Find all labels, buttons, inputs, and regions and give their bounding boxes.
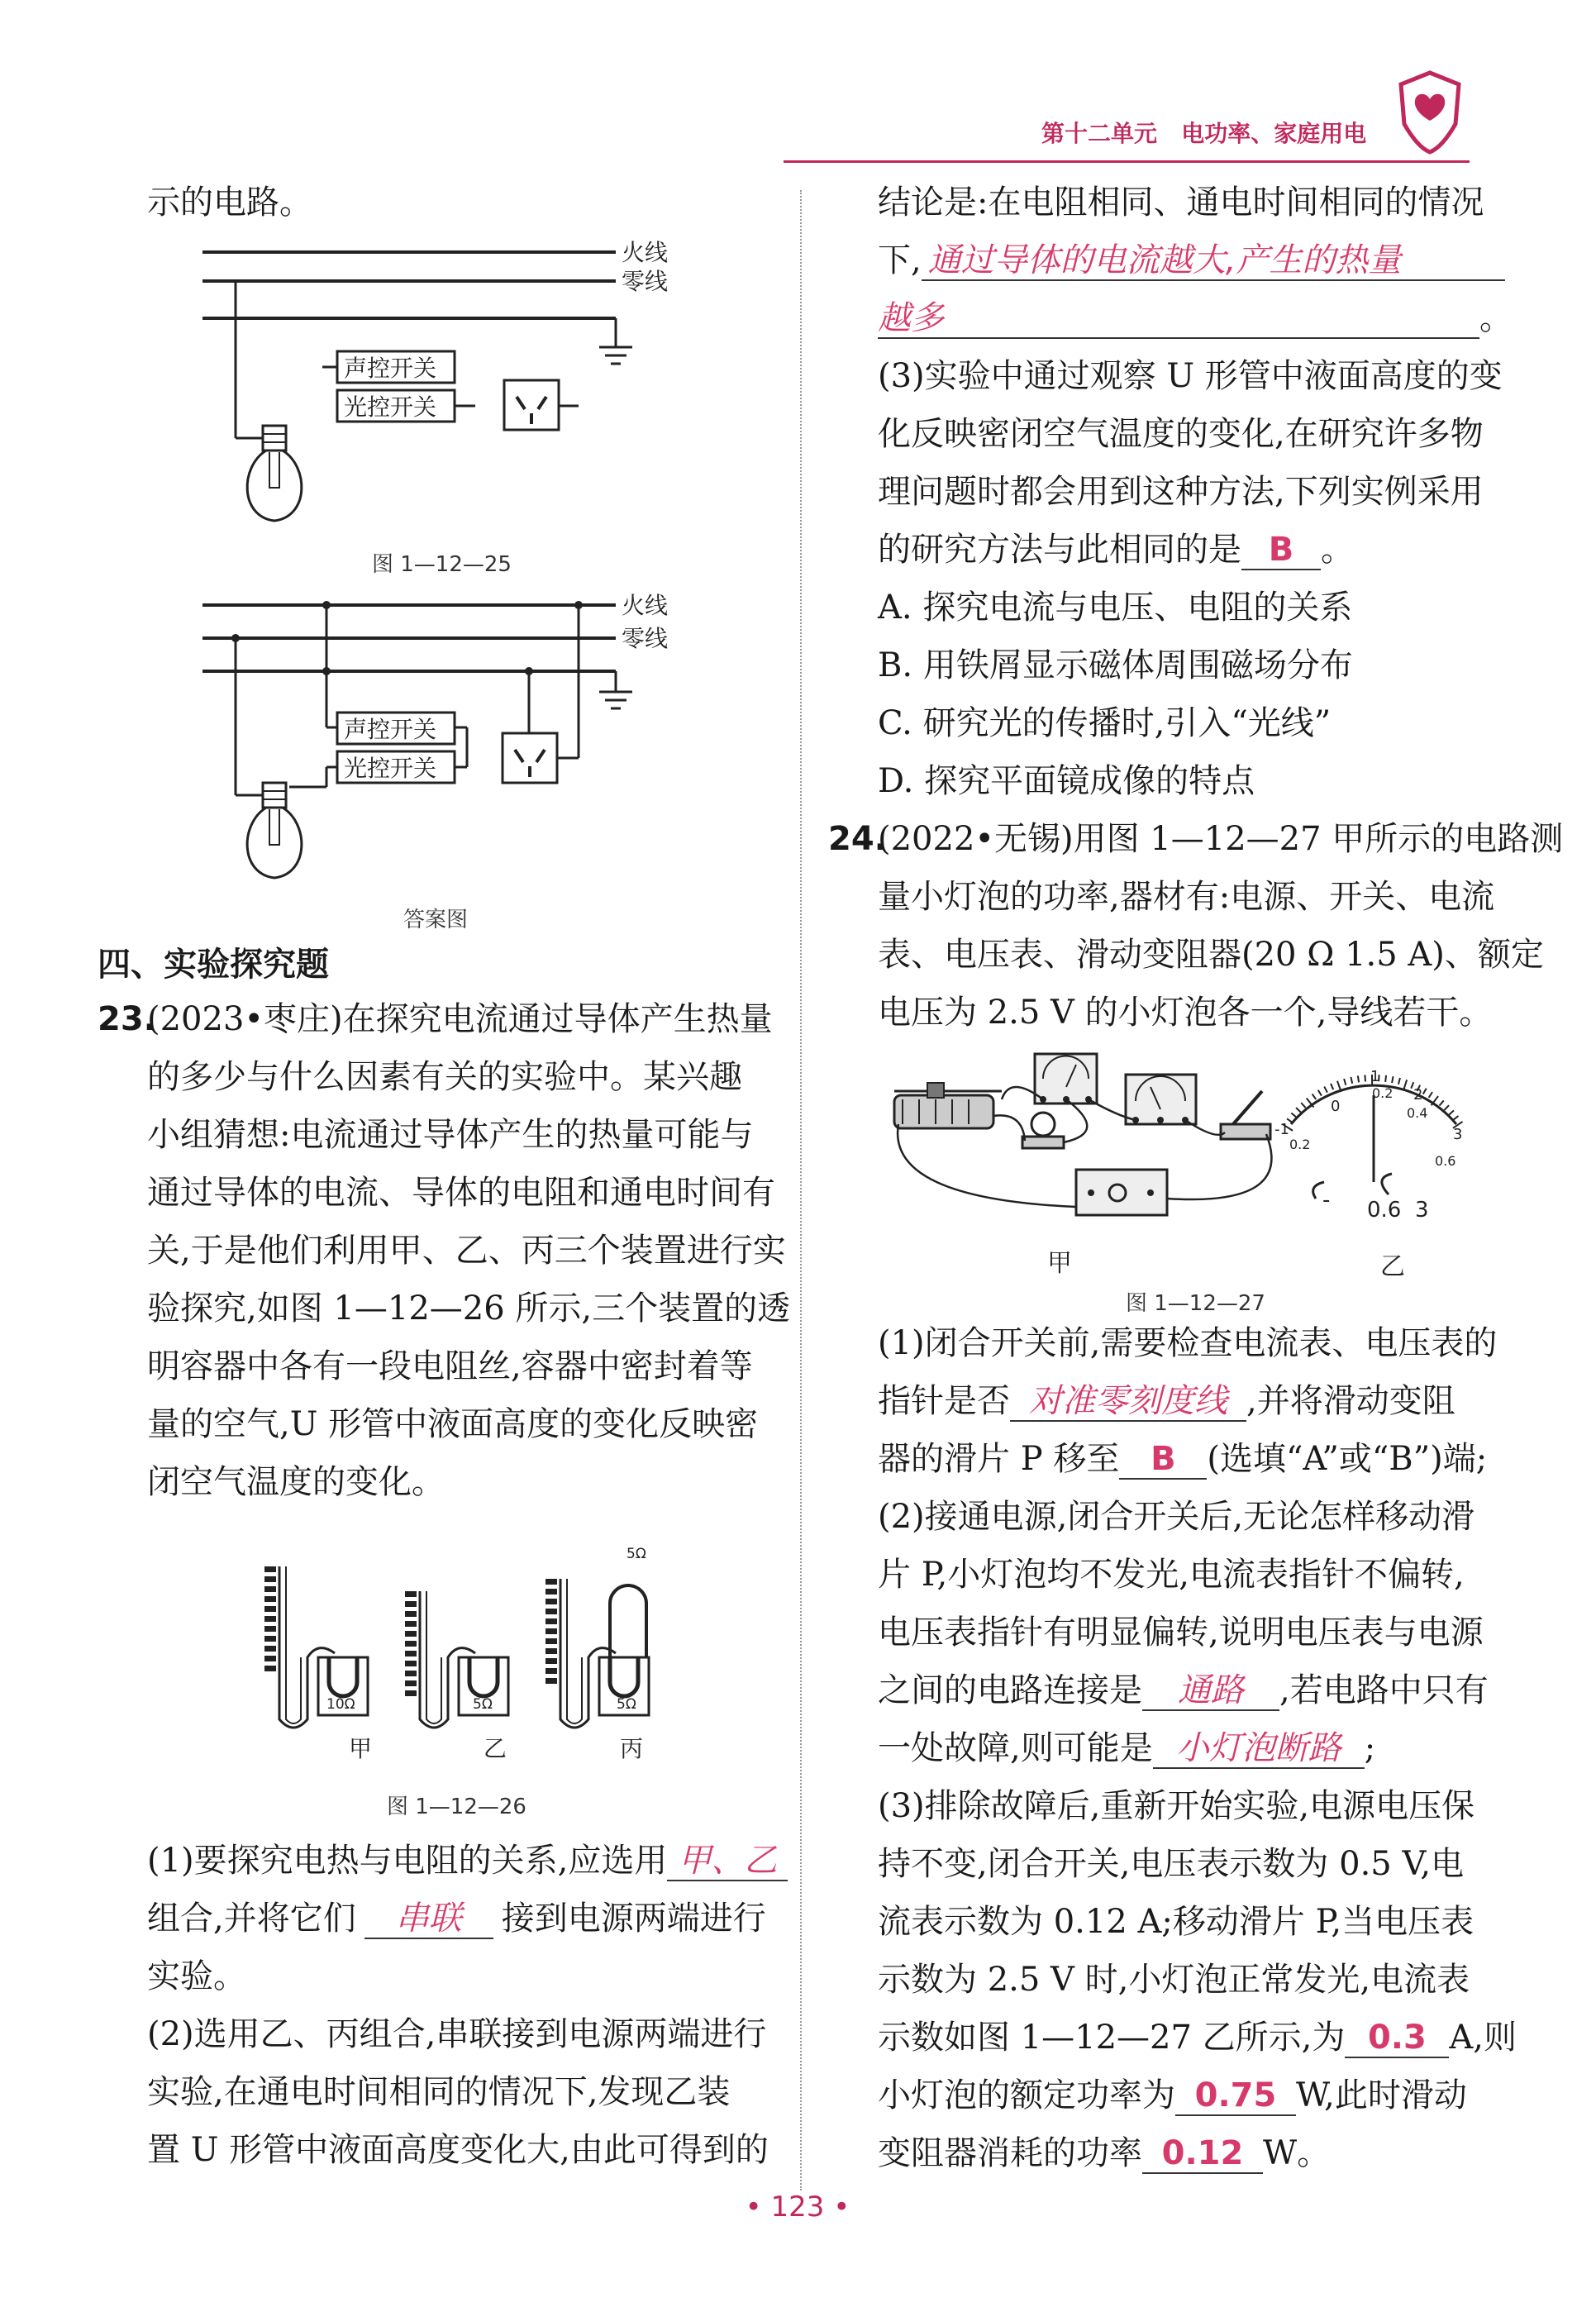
q23-p2-line-2: 实验,在通电时间相同的情况下,发现乙装	[147, 2073, 731, 2111]
answer-blank-10: 0.12	[1142, 2134, 1263, 2174]
answer-blank-6: 通路	[1142, 1671, 1279, 1711]
q24-p3-line-3: 流表示数为 0.12 A;移动滑片 P,当电压表	[878, 1903, 1475, 1941]
figure-1-12-26	[256, 1533, 686, 1773]
answer-blank-7: 小灯泡断路	[1153, 1729, 1365, 1769]
rheostat-icon	[894, 1083, 1002, 1128]
q24-p3-text: W。	[1263, 2134, 1331, 2172]
section-heading: 四、实验探究题	[98, 946, 329, 984]
q24-p2-text: 之间的电路连接是	[878, 1671, 1142, 1709]
answer-blank-9: 0.75	[1175, 2076, 1296, 2116]
dial-tick	[1331, 1084, 1333, 1089]
q23-part1-line3: 实验。	[147, 1957, 246, 1995]
dial-major-3: 3	[1453, 1126, 1463, 1143]
q24-part2-line5	[878, 1726, 1375, 1771]
q24-part3-line7	[878, 2131, 1330, 2176]
q24-stem-line-1: (2022•无锡)用图 1—12—27 甲所示的电路测	[878, 820, 1564, 858]
q24-p2-line-3: 电压表指针有明显偏转,说明电压表与电源	[878, 1614, 1484, 1652]
q23-cont-text: 。	[1479, 299, 1513, 337]
terminal-3: 3	[1415, 1198, 1429, 1223]
q23-stem-line-4: 通过导体的电流、导体的电阻和通电时间有	[147, 1174, 775, 1212]
page-number: • 123 •	[745, 2190, 850, 2224]
q23-number: 23.	[98, 1000, 156, 1038]
q23-part1-line2	[147, 1896, 766, 1941]
q24-p3-line-2: 持不变,闭合开关,电压表示数为 0.5 V,电	[878, 1845, 1465, 1883]
q24-part1-line3	[878, 1437, 1487, 1481]
q24-part2-line4	[878, 1668, 1489, 1713]
q23-p3-text: 。	[1321, 531, 1354, 569]
light-switch-label: 光控开关	[344, 755, 437, 782]
column-divider	[800, 190, 802, 2190]
dial-tick	[1385, 1075, 1386, 1082]
figure-25-caption: 图 1—12—25	[372, 552, 512, 577]
q24-p3-text: W,此时滑动	[1296, 2076, 1467, 2114]
q23-p3-line-3: 理问题时都会用到这种方法,下列实例采用	[878, 473, 1484, 511]
q24-p1-text: (选填“A”或“B”)端;	[1207, 1440, 1488, 1478]
q24-part1-line2	[878, 1379, 1455, 1423]
q23-option-1: A. 探究电流与电压、电阻的关系	[878, 589, 1353, 627]
answer-blank-5: B	[1119, 1440, 1207, 1480]
q23-stem-line-3: 小组猜想:电流通过导体产生的热量可能与	[147, 1116, 754, 1154]
dial-tick	[1429, 1092, 1432, 1098]
resistor-top: 5Ω	[626, 1546, 646, 1562]
sound-switch-label: 声控开关	[344, 716, 437, 743]
q23-p2-line-3: 置 U 形管中液面高度变化大,由此可得到的	[147, 2131, 769, 2169]
dial-tick	[1313, 1094, 1317, 1099]
light-switch-label: 光控开关	[344, 393, 437, 421]
figure-1-12-25	[190, 236, 686, 541]
q24-p1-text: 器的滑片 P 移至	[878, 1440, 1120, 1478]
q23-p2-line-1: (2)选用乙、丙组合,串联接到电源两端进行	[147, 2015, 767, 2053]
q23-p3-text: 的研究方法与此相同的是	[878, 531, 1241, 569]
q24-part1-line1: (1)闭合开关前,需要检查电流表、电压表的	[878, 1324, 1498, 1362]
q24-part3-line6	[878, 2073, 1467, 2118]
q24-number: 24.	[828, 820, 887, 858]
answer-blank-1: 甲、乙	[667, 1842, 788, 1881]
q24-part3-line5	[878, 2015, 1517, 2060]
q24-p2-line-2: 片 P,小灯泡均不发光,电流表指针不偏转,	[878, 1556, 1465, 1594]
page-header	[1041, 116, 1366, 149]
intro-text: 示的电路。	[147, 184, 312, 222]
q24-p3-text: 小灯泡的额定功率为	[878, 2076, 1175, 2114]
label-yi: 乙	[484, 1735, 507, 1762]
dial-tick	[1449, 1110, 1454, 1114]
live-wire-label: 火线	[622, 239, 669, 266]
neutral-wire-label: 零线	[622, 625, 669, 652]
q24-p3-text: 变阻器消耗的功率	[878, 2134, 1142, 2172]
q23-stem-line-6: 验探究,如图 1—12—26 所示,三个装置的透	[147, 1289, 791, 1328]
terminal-0.6: 0.6	[1367, 1198, 1402, 1223]
dial-tick	[1324, 1087, 1327, 1093]
answer-blank-conclusion-a: 通过导体的电流越大,产生的热量	[922, 241, 1505, 281]
parallel-resistor-loop	[610, 1585, 646, 1657]
q23-part3-last	[878, 527, 1354, 572]
q23-p1-text: (1)要探究电热与电阻的关系,应选用	[147, 1842, 668, 1880]
voltmeter-icon	[1126, 1075, 1196, 1124]
q23-p1-text: 接到电源两端进行	[501, 1900, 766, 1938]
answer-figure-caption: 答案图	[403, 908, 469, 932]
q23-stem-line-5: 关,于是他们利用甲、乙、丙三个装置进行实	[147, 1232, 786, 1270]
dial-tick	[1423, 1089, 1427, 1094]
page-number-value: 123	[770, 2190, 825, 2224]
q23-stem-line-9: 闭空气温度的变化。	[147, 1463, 445, 1501]
dial-tick	[1392, 1076, 1393, 1083]
q23-cont-line3	[878, 296, 1513, 341]
q23-cont-line2	[878, 238, 1505, 283]
dial-minor-0.2: 0.2	[1372, 1085, 1394, 1101]
label-jia: 甲	[349, 1735, 373, 1762]
q23-part1-line1	[147, 1838, 788, 1883]
answer-blank-3: B	[1241, 531, 1321, 570]
switch-icon	[1221, 1091, 1270, 1139]
answer-blank-8: 0.3	[1345, 2019, 1449, 2058]
bulb-icon	[247, 426, 302, 521]
power-supply-icon	[1076, 1170, 1167, 1215]
figure-26-caption: 图 1—12—26	[387, 1795, 526, 1819]
q23-stem-line-8: 量的空气,U 形管中液面高度的变化反映密	[147, 1405, 759, 1443]
q24-p3-text: A,则	[1449, 2019, 1517, 2057]
header-unit: 第十二单元	[1041, 120, 1158, 147]
dial-neg-minor: 0.2	[1289, 1137, 1311, 1152]
q24-stem-line-3: 表、电压表、滑动变阻器(20 Ω 1.5 A)、额定	[878, 936, 1544, 974]
answer-blank-4: 对准零刻度线	[1010, 1382, 1246, 1422]
q24-p1-text: 指针是否	[878, 1382, 1010, 1420]
q24-p1-text: ,并将滑动变阻	[1246, 1382, 1455, 1420]
figure-27-caption: 图 1—12—27	[1126, 1291, 1265, 1316]
dial-tick	[1398, 1078, 1400, 1084]
bulb-icon	[247, 783, 302, 878]
figure-1-12-27	[878, 1042, 1481, 1298]
q24-p2-text: ;	[1364, 1729, 1376, 1767]
q23-stem-line-1: (2023•枣庄)在探究电流通过导体产生热量	[147, 1000, 773, 1038]
dial-major-2: 2	[1413, 1086, 1423, 1104]
label-yi: 乙	[1380, 1252, 1405, 1281]
dial-tick	[1296, 1108, 1301, 1113]
q23-p3-line-2: 化反映密闭空气温度的变化,在研究许多物	[878, 415, 1484, 453]
q24-p3-text: 示数如图 1—12—27 乙所示,为	[878, 2019, 1346, 2057]
header-title: 电功率、家庭用电	[1181, 120, 1367, 147]
dial-major-0: 0	[1331, 1098, 1341, 1115]
q23-p3-line-1: (3)实验中通过观察 U 形管中液面高度的变	[878, 357, 1503, 395]
live-wire-label: 火线	[622, 592, 669, 619]
answer-blank-conclusion-b: 越多	[878, 299, 1479, 339]
dial-minor-0.4: 0.4	[1407, 1105, 1428, 1121]
q23-cont-line1: 结论是:在电阻相同、通电时间相同的情况	[878, 184, 1484, 222]
dial-tick	[1351, 1077, 1352, 1084]
resistor-jia: 10Ω	[326, 1696, 355, 1713]
dial-minor-0.6: 0.6	[1435, 1153, 1456, 1169]
ammeter-icon	[1035, 1054, 1097, 1104]
q23-cont-text: 下,	[878, 241, 922, 279]
q24-stem-line-4: 电压为 2.5 V 的小灯泡各一个,导线若干。	[878, 994, 1493, 1032]
resistor-yi: 5Ω	[473, 1696, 493, 1713]
q23-option-4: D. 探究平面镜成像的特点	[878, 762, 1255, 800]
dial-tick	[1440, 1100, 1444, 1105]
publisher-logo	[1393, 66, 1467, 157]
answer-figure	[190, 589, 686, 894]
dial-tick	[1301, 1103, 1305, 1108]
q23-option-2: B. 用铁屑显示磁体周围磁场分布	[878, 646, 1353, 684]
dial-tick	[1453, 1116, 1458, 1120]
dial-neg: -1	[1274, 1121, 1289, 1138]
u-tube-apparatus	[405, 1591, 508, 1728]
q24-p2-text: 一处故障,则可能是	[878, 1729, 1153, 1767]
terminal-minus: -	[1322, 1188, 1331, 1213]
resistor-bing: 5Ω	[617, 1696, 636, 1713]
q24-p2-line-1: (2)接通电源,闭合开关后,无论怎样移动滑	[878, 1498, 1475, 1536]
sound-switch-label: 声控开关	[344, 355, 437, 382]
q24-p3-line-1: (3)排除故障后,重新开始实验,电源电压保	[878, 1787, 1475, 1825]
header-rule	[784, 160, 1470, 163]
dial-tick	[1444, 1105, 1449, 1110]
dial-tick	[1318, 1090, 1322, 1096]
q23-stem-line-7: 明容器中各有一段电阻丝,容器中密封着等	[147, 1347, 753, 1385]
q24-stem-line-2: 量小灯泡的功率,器材有:电源、开关、电流	[878, 878, 1495, 916]
q24-p2-text: ,若电路中只有	[1279, 1671, 1489, 1709]
q24-p3-line-4: 示数为 2.5 V 时,小灯泡正常发光,电流表	[878, 1961, 1470, 1999]
bulb-icon	[1022, 1113, 1064, 1148]
dial-major-1: 1	[1370, 1068, 1380, 1085]
dial-tick	[1344, 1079, 1346, 1085]
label-jia: 甲	[1047, 1249, 1072, 1278]
q23-stem-line-2: 的多少与什么因素有关的实验中。某兴趣	[147, 1058, 742, 1096]
dial-tick	[1291, 1113, 1296, 1118]
q23-option-3: C. 研究光的传播时,引入“光线”	[878, 704, 1332, 742]
neutral-wire-label: 零线	[622, 268, 669, 295]
label-bing: 丙	[620, 1735, 644, 1762]
q23-p1-text: 组合,并将它们	[147, 1900, 356, 1938]
dial-tick	[1358, 1075, 1359, 1082]
answer-blank-2: 串联	[364, 1900, 493, 1939]
